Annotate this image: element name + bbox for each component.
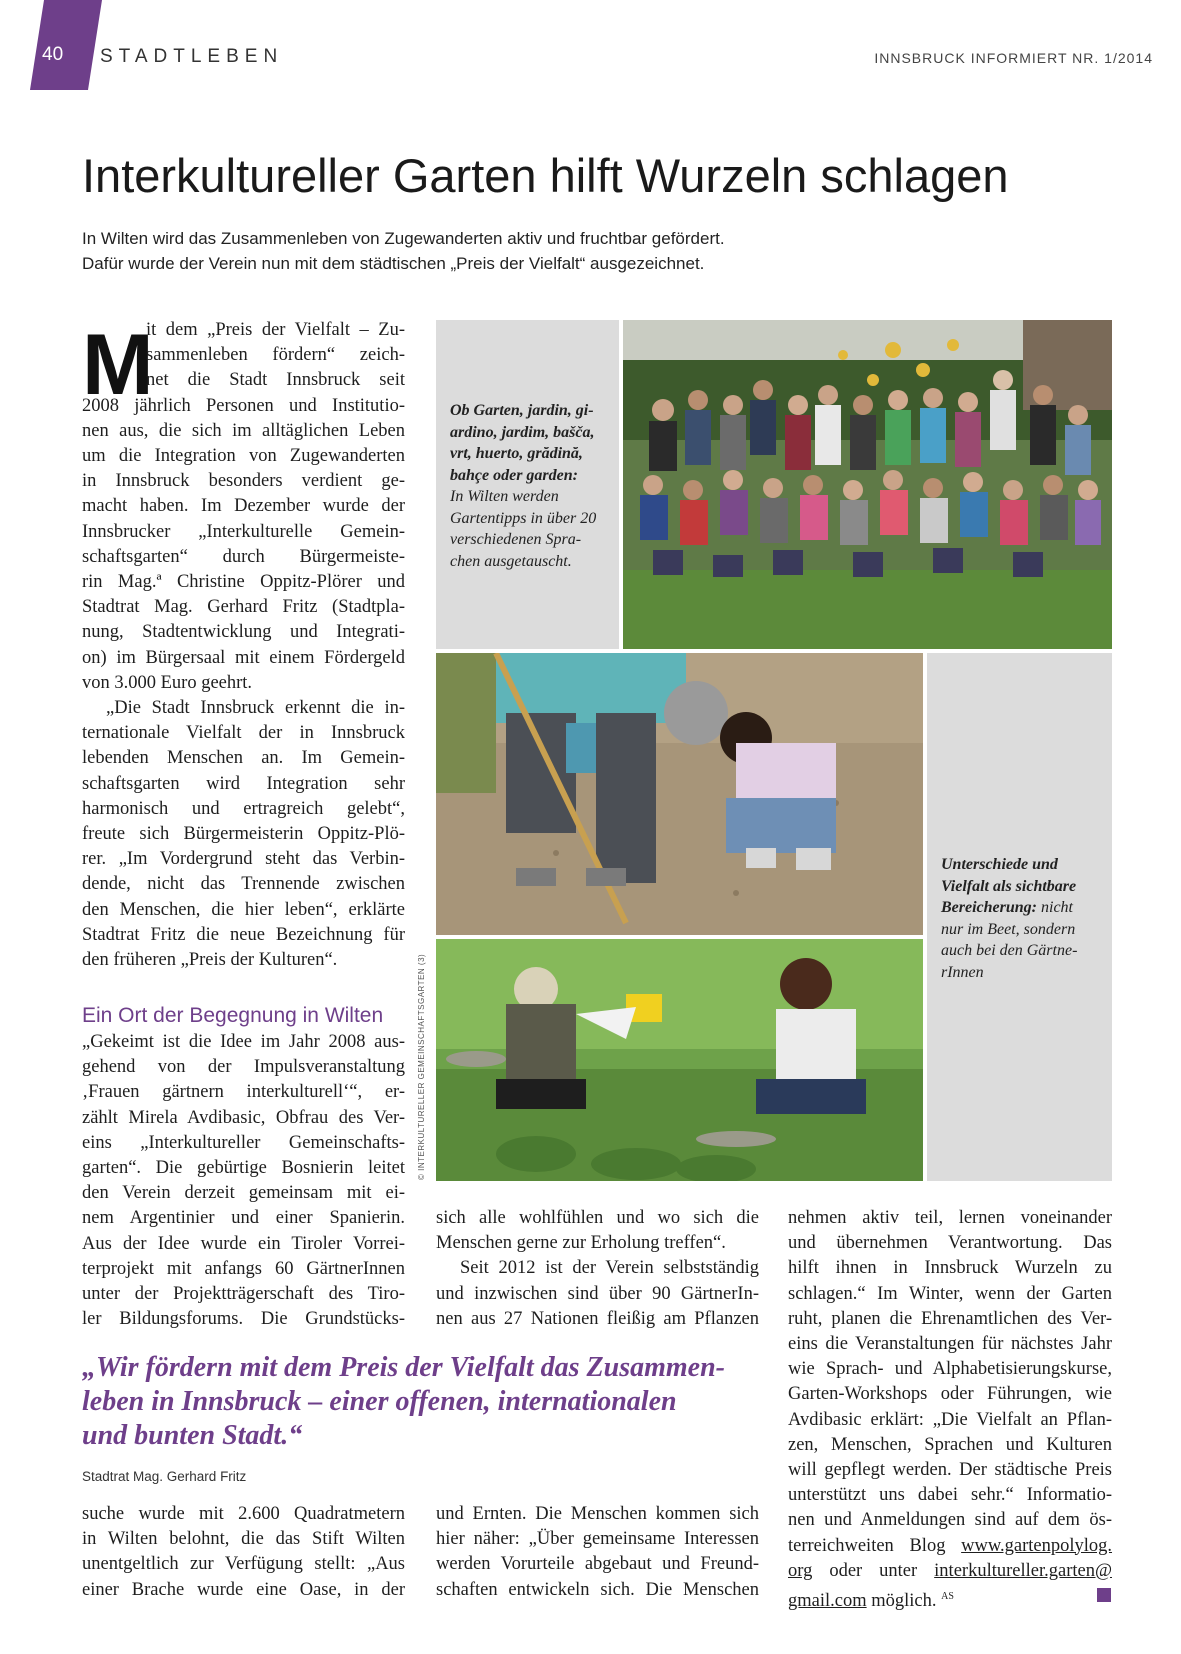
text-line: den Menschen, die hier leben“, erklärte xyxy=(82,899,405,920)
email-link[interactable]: interkultureller.garten@ xyxy=(934,1560,1112,1581)
section-title: STADTLEBEN xyxy=(100,46,284,67)
caption-line: Gartentipps in über 20 xyxy=(450,509,597,527)
text-line: it dem „Preis der Vielfalt – Zu- xyxy=(146,320,405,340)
text-line: nehmen aktiv teil, lernen voneinander xyxy=(788,1208,1112,1228)
quote-line: und bunten Stadt.“ xyxy=(82,1420,303,1451)
text-line: lebenden Menschen an. Im Gemein- xyxy=(82,748,405,769)
group-photo xyxy=(623,320,1112,649)
gardening-photo-illustration xyxy=(436,653,923,935)
text-line: hilft ihnen in Innsbruck Wurzeln zu xyxy=(788,1258,1112,1279)
caption-line: Ob Garten, jardin, gi- xyxy=(450,402,594,419)
column-1-middle xyxy=(82,1030,405,1332)
text-line: um die Integration von Zugewanderten xyxy=(82,446,405,467)
gardening-photo xyxy=(436,653,923,935)
women-garden-photo xyxy=(436,939,923,1181)
text-line: rer. „Im Vordergrund steht das Verbin- xyxy=(82,849,405,870)
lead-line: In Wilten wird das Zusammenleben von Zugewanderten aktiv und fruchtbar gefördert. xyxy=(82,229,725,248)
text-line: schaftsgarten wird Integration sehr xyxy=(82,773,405,794)
text-line: ler Bildungsforums. Die Grundstücks- xyxy=(82,1309,405,1330)
text-line: net die Stadt Innsbruck seit xyxy=(146,370,405,391)
caption-line: bahçe oder garden: xyxy=(450,466,578,484)
text-line: unter der Projektträgerschaft des Tiro- xyxy=(82,1284,405,1305)
text-line: und übernehmen Verantwortung. Das xyxy=(788,1233,1112,1254)
text-line: wie Sprach- und Alphabetisierungskurse, xyxy=(788,1359,1112,1380)
text-line: nung, Stadtentwicklung und Integrati- xyxy=(82,622,405,643)
page-number-tab xyxy=(30,0,102,90)
lead-line: Dafür wurde der Verein nun mit dem städtischen „Preis der Vielfalt“ ausgezeichnet. xyxy=(82,254,705,273)
text-line: werden Vorurteile abgebaut und Freund- xyxy=(436,1554,759,1575)
text-line: Avdibasic erklärt: „Die Vielfalt an Pflan- xyxy=(788,1409,1112,1430)
page-number: 40 xyxy=(42,44,64,65)
text-line: nen aus, die sich im alltäglichen Leben xyxy=(82,420,405,441)
quote-author: Stadtrat Mag. Gerhard Fritz xyxy=(82,1469,247,1484)
text-line: Menschen gerne zur Erholung treffen“. xyxy=(436,1233,726,1254)
text-line: hier näher: „Über gemeinsame Interessen xyxy=(436,1529,759,1550)
group-photo-illustration xyxy=(623,320,1112,649)
text-line: harmonisch und ertragreich gelebt“, xyxy=(82,798,405,819)
text-line: Innsbrucker „Interkulturelle Gemein- xyxy=(82,521,405,542)
text-line: nen aus 27 Nationen fleißig am Pflanzen xyxy=(436,1308,759,1329)
text-line: schaften entwickeln sich. Die Menschen xyxy=(436,1579,759,1600)
column-1-bottom xyxy=(82,1502,405,1603)
text-line: ternationale Vielfalt der in Innsbruck xyxy=(82,723,405,744)
text-line: macht haben. Im Dezember wurde der xyxy=(82,496,405,517)
text-line: „Gekeimt ist die Idee im Jahr 2008 aus- xyxy=(82,1032,405,1052)
author-signature: AS xyxy=(941,1591,954,1603)
text-line: und Ernten. Die Menschen kommen sich xyxy=(436,1504,759,1524)
caption-line: vrt, huerto, grădină, xyxy=(450,445,583,462)
text-line: nen und Anmeldungen sind auf dem ös- xyxy=(788,1510,1112,1531)
caption-line: nicht xyxy=(1041,899,1073,916)
quote-line: „Wir fördern mit dem Preis der Vielfalt das Zusammen- xyxy=(82,1352,725,1383)
text-line: eins die Veranstaltungen für nächstes Jahr xyxy=(788,1334,1112,1355)
pull-quote xyxy=(82,1351,762,1453)
caption-group-photo xyxy=(450,400,616,572)
text-fragment: möglich. xyxy=(871,1591,937,1612)
issue-label: INNSBRUCK INFORMIERT NR. 1/2014 xyxy=(874,50,1153,66)
text-line: sich alle wohlfühlen und wo sich die xyxy=(436,1208,759,1228)
text-line: zen, Menschen, Sprachen und Kulturen xyxy=(788,1434,1112,1455)
text-line: nem Argentinier und einer Spanierin. xyxy=(82,1208,405,1229)
caption-line: In Wilten werden xyxy=(450,488,559,505)
text-line: eins „Interkultureller Gemeinschafts- xyxy=(82,1132,405,1153)
caption-diversity-photo xyxy=(941,854,1107,983)
text-line: in Innsbruck besonders verdient ge- xyxy=(82,471,405,492)
article-end-mark xyxy=(1097,1588,1111,1602)
text-line: on) im Bürgersaal mit einem Fördergeld xyxy=(82,647,405,668)
text-line: schaftsgarten“ durch Bürgermeiste- xyxy=(82,546,405,567)
text-fragment: oder unter xyxy=(829,1560,918,1581)
text-line: Aus der Idee wurde ein Tiroler Vorrei- xyxy=(82,1233,405,1254)
blog-link-cont[interactable]: org xyxy=(788,1560,813,1581)
column-2-bottom xyxy=(436,1502,759,1603)
text-line: terreichweiten Blog xyxy=(788,1535,946,1556)
blog-link[interactable]: www.gartenpolylog. xyxy=(961,1535,1113,1556)
text-line: ruht, planen die Ehrenamtlichen des Ver- xyxy=(788,1308,1112,1329)
caption-line: nur im Beet, sondern xyxy=(941,920,1076,938)
text-line: rin Mag.ª Christine Oppitz-Plörer und xyxy=(82,572,405,593)
column-2-middle xyxy=(436,1206,759,1332)
photo-credit: © INTERKULTURELLER GEMEINSCHAFTSGARTEN (3) xyxy=(417,953,426,1180)
text-line: garten“. Die gebürtige Bosnierin leitet xyxy=(82,1158,405,1179)
caption-line: auch bei den Gärtne- xyxy=(941,942,1078,959)
text-line: Seit 2012 ist der Verein selbstständig xyxy=(460,1258,759,1279)
section-subheading: Ein Ort der Begegnung in Wilten xyxy=(82,1004,384,1027)
text-line: Stadtrat Fritz die neue Bezeichnung für xyxy=(82,924,405,945)
drop-cap: M xyxy=(82,317,154,413)
text-line: freute sich Bürgermeisterin Oppitz-Plö- xyxy=(82,824,405,845)
column-1-intro xyxy=(82,318,405,973)
column-3 xyxy=(788,1206,1112,1614)
text-line: gehend von der Impulsveranstaltung xyxy=(82,1057,405,1078)
caption-line: ardino, jardim, bašča, xyxy=(450,423,595,441)
text-line: schlagen.“ Im Winter, wenn der Garten xyxy=(788,1283,1112,1304)
text-line: von 3.000 Euro geehrt. xyxy=(82,672,253,693)
caption-line: verschiedenen Spra- xyxy=(450,531,582,548)
text-line: in Wilten belohnt, die das Stift Wilten xyxy=(82,1529,405,1550)
text-line: den Verein derzeit gemeinsam mit ei- xyxy=(82,1183,405,1204)
text-line: den früheren „Preis der Kulturen“. xyxy=(82,950,338,971)
text-line: ‚Frauen gärtnern interkulturell‘“, er- xyxy=(82,1082,405,1103)
text-line: sammenleben fördern“ zeich- xyxy=(146,345,405,366)
article-lead xyxy=(82,226,982,276)
text-line: unterstützt uns dabei sehr.“ Informatio- xyxy=(788,1485,1112,1506)
quote-line: leben in Innsbruck – einer offenen, internationalen xyxy=(82,1386,677,1417)
text-line: „Die Stadt Innsbruck erkennt die in- xyxy=(106,698,405,719)
text-line: einer Brache wurde eine Oase, in der xyxy=(82,1579,405,1600)
caption-line: Vielfalt als sichtbare xyxy=(941,877,1077,895)
text-line: will gepflegt werden. Der städtische Preis xyxy=(788,1460,1112,1481)
article-headline: Interkultureller Garten hilft Wurzeln schlagen xyxy=(82,149,1009,202)
text-line: Garten-Workshops oder Führungen, wie xyxy=(788,1384,1112,1405)
text-line: dende, nicht das Trennende zwischen xyxy=(82,874,405,895)
email-link-cont[interactable]: gmail.com xyxy=(788,1591,867,1612)
caption-line: Bereicherung: xyxy=(941,899,1037,916)
text-line: Stadtrat Mag. Gerhard Fritz (Stadtpla- xyxy=(82,597,405,618)
text-line: zählt Mirela Avdibasic, Obfrau des Ver- xyxy=(82,1107,405,1128)
caption-line: rInnen xyxy=(941,963,984,981)
text-line: unentgeltlich zur Verfügung stellt: „Aus xyxy=(82,1554,405,1575)
caption-line: chen ausgetauscht. xyxy=(450,552,572,570)
text-line: suche wurde mit 2.600 Quadratmetern xyxy=(82,1504,405,1524)
caption-line: Unterschiede und xyxy=(941,856,1058,873)
text-line: terprojekt mit anfangs 60 GärtnerInnen xyxy=(82,1258,405,1279)
text-line: 2008 jährlich Personen und Institutio- xyxy=(82,395,405,416)
text-line: und inzwischen sind über 90 GärtnerIn- xyxy=(436,1283,759,1304)
women-garden-photo-illustration xyxy=(436,939,923,1181)
